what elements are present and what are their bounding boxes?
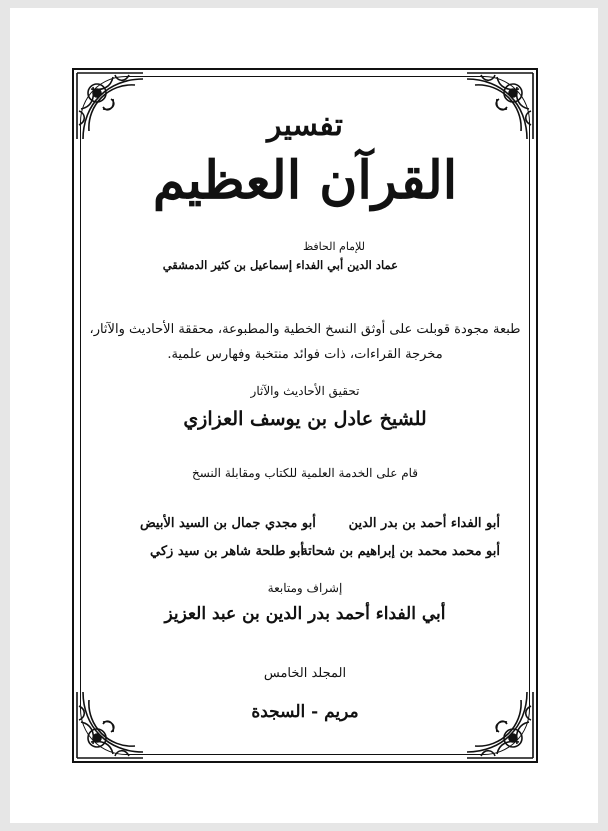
edition-description-line2: مخرجة القراءات، ذات فوائد منتخبة وفهارس علمية. bbox=[167, 347, 443, 362]
imam-label: للإمام الحافظ bbox=[302, 240, 365, 253]
book-title: القرآن العظيم bbox=[152, 150, 458, 211]
team-member: أبو الفداء أحمد بن بدر الدين bbox=[348, 516, 500, 531]
title-small: تفسير bbox=[267, 108, 343, 143]
team-member: أبو مجدي جمال بن السيد الأبيض bbox=[140, 516, 316, 531]
author-name: عماد الدين أبي الفداء إسماعيل بن كثير الدمشقي bbox=[162, 258, 398, 272]
supervision-label: إشراف ومتابعة bbox=[267, 581, 343, 595]
team-member: أبو طلحة شاهر بن سيد زكي bbox=[150, 544, 304, 559]
edition-description-line1: طبعة مجودة قوبلت على أوثق النسخ الخطية والمطبوعة، محققة الأحاديث والآثار، bbox=[89, 322, 521, 337]
tahqiq-label: تحقيق الأحاديث والآثار bbox=[250, 384, 360, 398]
sheikh-name: للشيخ عادل بن يوسف العزازي bbox=[183, 408, 427, 430]
title-page-content bbox=[80, 76, 530, 755]
team-label: قام على الخدمة العلمية للكتاب ومقابلة النسخ bbox=[191, 466, 419, 480]
page bbox=[10, 8, 598, 823]
team-member: أبو محمد محمد بن إبراهيم بن شحاتة bbox=[301, 544, 500, 559]
surah-range: مريم - السجدة bbox=[251, 702, 359, 722]
supervisor-name: أبي الفداء أحمد بدر الدين بن عبد العزيز bbox=[164, 604, 446, 624]
volume-label: المجلد الخامس bbox=[263, 666, 347, 681]
